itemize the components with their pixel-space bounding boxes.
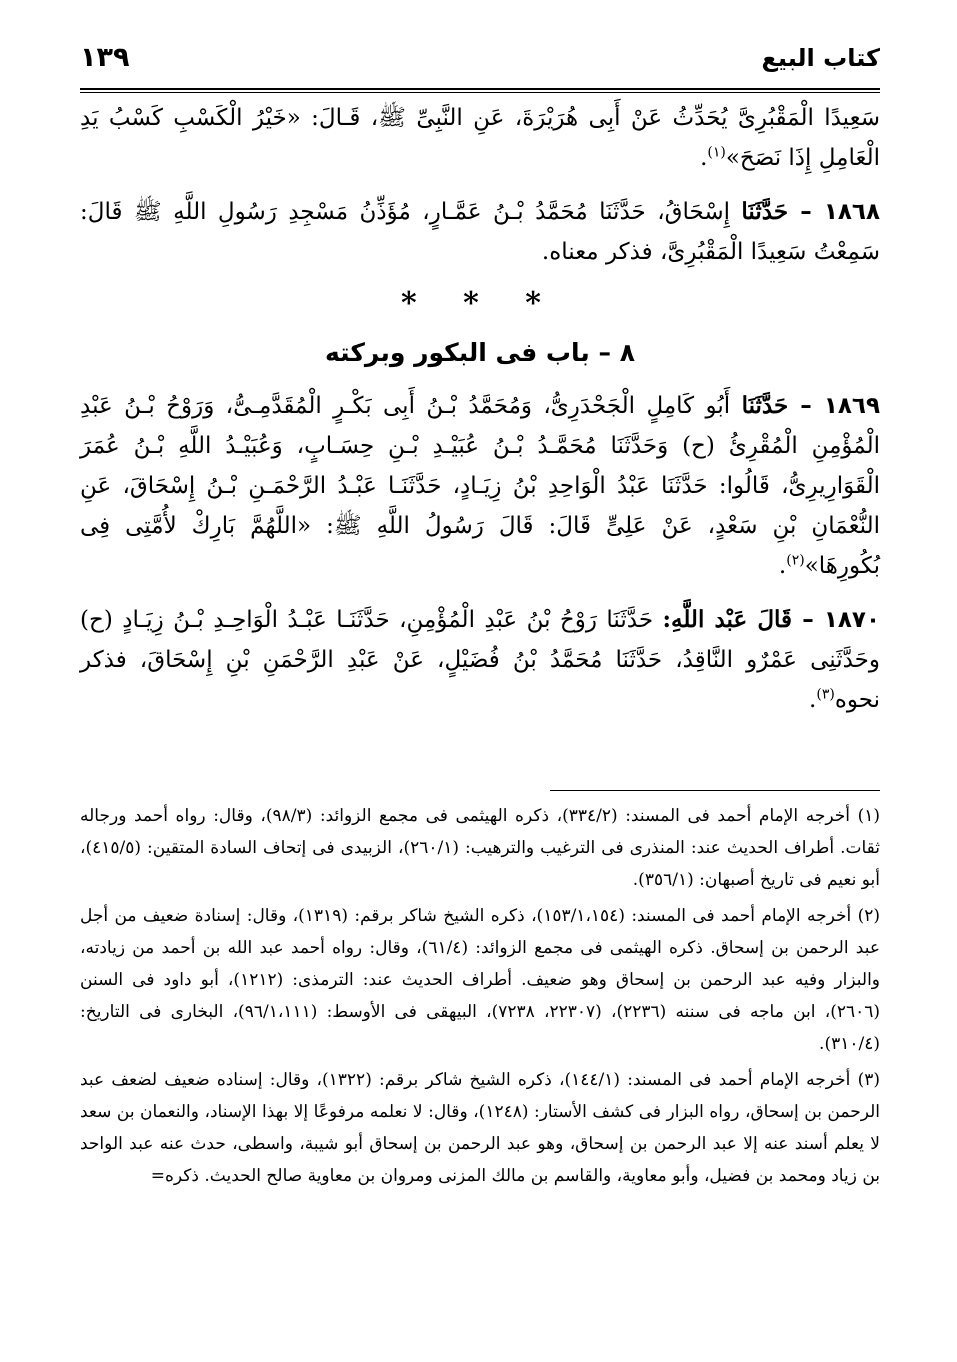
continuation-text: سَعِيدًا الْمَقْبُرِىَّ يُحَدِّثُ عَنْ أَبِى هُرَيْرَةَ، عَنِ النَّبِىِّ ﷺ، قَـالَ: «خَيْرُ الْكَسْبِ كَسْبُ يَدِ الْعَامِلِ إِذَا نَصَحَ» — [80, 105, 880, 171]
main-text — [80, 98, 880, 720]
header-rule-thick — [80, 88, 880, 90]
hadith-1869: ١٨٦٩ – حَدَّثَنَا أَبُو كَامِلٍ الْجَحْدَرِىُّ، وَمُحَمَّدُ بْـنُ أَبِى بَكْـرٍ الْمُقَدَّمِـىُّ، وَرَوْحُ بْـنُ عَبْدِ الْمُؤْمِنِ الْمُقْرِئُ (ح) وَحَدَّثَنَا مُحَمَّـدُ بْـنُ عُبَيْـدِ بْـنِ حِسَـابٍ، وَعُبَيْـدُ اللَّهِ بْـنُ عُمَرَ الْقَوَارِيرِىُّ، قَالُوا: حَدَّثَنَا عَبْدُ الْوَاحِدِ بْنُ زِيَـادٍ، حَدَّثَنَـا عَبْـدُ الرَّحْمَـنِ بْـنُ إِسْحَاقَ، عَنِ النُّعْمَانِ بْنِ سَعْدٍ، عَنْ عَلِىٍّ قَالَ: قَالَ رَسُولُ اللَّهِ ﷺ: «اللَّهُمَّ بَارِكْ لأُمَّتِى فِى بُكُورِهَا»$^{(٢)}$. — [80, 392, 880, 579]
footnote-ref-3: (٣) — [816, 686, 835, 703]
footnote-ref-1: (١) — [707, 144, 726, 161]
footnote-marker: (٣) — [857, 1070, 880, 1090]
header-rule-thin — [80, 92, 880, 93]
narration-lead: حَدَّثَنَا — [741, 392, 789, 419]
hadith-text: إِسْحَاقُ، حَدَّثَنَا مُحَمَّدُ بْـنُ عَمَّـارٍ، مُؤَذِّنُ مَسْجِدِ رَسُولِ اللَّهِ ﷺ قَالَ: سَمِعْتُ سَعِيدًا الْمَقْبُرِىَّ، فذكر معناه. — [80, 199, 880, 265]
hadith-1868 — [80, 192, 880, 272]
section-separator: * * * — [401, 286, 559, 321]
book-page — [80, 36, 880, 1336]
footnote-2 — [80, 900, 880, 1060]
hadith-1870 — [80, 600, 880, 720]
hadith-number: ١٨٧٠ — [823, 607, 880, 633]
footnote-text: أخرجه الإمام أحمد فى المسند: (٣٣٤/٢)، ذكره الهيثمى فى مجمع الزوائد: (٩٨/٣)، وقال: رواه أحمد ورجاله ثقات. أطراف الحديث عند: المنذرى فى الترغيب والترهيب: (٢٦٠/١)، الزبيدى فى إتحاف السادة المتقين: (٤١٥/٥)، أبو نعيم فى تاريخ أصبهان: (٣٥٦/١). — [80, 806, 880, 890]
footnote-1 — [80, 800, 880, 896]
hadith-end: . — [809, 687, 817, 713]
narration-lead: قَالَ عَبْد اللَّهِ: — [662, 606, 793, 633]
running-title: كتاب البيع — [761, 44, 880, 72]
page-number: ١٣٩ — [80, 42, 130, 73]
footnote-text: أخرجه الإمام أحمد فى المسند: (١٥٣/١،١٥٤)، ذكره الشيخ شاكر برقم: (١٣١٩)، وقال: إسنادة ضعيف من أجل عبد الرحمن بن إسحاق. ذكره الهيثمى فى مجمع الزوائد: (٦١/٤)، وقال: رواه أحمد عبد الله بن أحمد من زيادته، والبزار وفيه عبد الرحمن بن إسحاق وهو ضعيف. أطراف الحديث عند: الترمذى: (١٢١٢)، أبو داود فى السنن (٢٦٠٦)، ابن ماجه فى سننه (٢٢٣٦)، (٢٢٣٠٧، ٧٢٣٨)، البيهقى فى الأوسط: (٩٦/١،١١١)، البخارى فى التاريخ: (٣١٠/٤). — [80, 906, 881, 1054]
page-header — [80, 36, 880, 86]
footnote-separator — [550, 790, 880, 791]
footnote-text: أخرجه الإمام أحمد فى المسند: (١٤٤/١)، ذكره الشيخ شاكر برقم: (١٣٢٢)، وقال: إسناده ضعيف لضعف عبد الرحمن بن إسحاق، رواه البزار فى كشف الأستار: (١٢٤٨)، وقال: لا نعلمه مرفوعًا إلا بهذا الإسناد، والنعمان بن سعد لا يعلم أسند عنه إلا عبد الرحمن بن إسحاق، وهو عبد الرحمن بن إسحاق أبو شيبة، واسطى، حدث عنه عبد الواحد بن زياد ومحمد بن فضيل، وأبو معاوية، والقاسم بن مالك المزنى ومروان بن معاوية صالح الحديث. ذكره= — [80, 1070, 880, 1186]
narration-lead: حَدَّثَنَا — [741, 198, 789, 225]
footnote-3 — [80, 1064, 880, 1192]
hadith-text: حَدَّثَنَا رَوْحُ بْنُ عَبْدِ الْمُؤْمِنِ، حَدَّثَنَـا عَبْـدُ الْوَاحِـدِ بْـنُ زِيَـادٍ (ح) وحَدَّثَنِى عَمْرٌو النَّاقِدُ، حَدَّثَنَا مُحَمَّدُ بْنُ فُضَيْلٍ، عَنْ عَبْدِ الرَّحْمَنِ بْنِ إِسْحَاقَ، فذكر نحوه — [80, 607, 880, 713]
continuation-paragraph: سَعِيدًا الْمَقْبُرِىَّ يُحَدِّثُ عَنْ أَبِى هُرَيْرَةَ، عَنِ النَّبِىِّ ﷺ، قَـالَ: «خَيْرُ الْكَسْبِ كَسْبُ يَدِ الْعَامِلِ إِذَا نَصَحَ»$^{(١)}$. — [80, 105, 880, 171]
hadith-number: ١٨٦٩ — [823, 393, 880, 419]
footnote-marker: (١) — [857, 806, 880, 826]
hadith-dash: – — [788, 199, 824, 225]
hadith-number: ١٨٦٨ — [823, 199, 880, 225]
footnote-ref-2: (٢) — [786, 552, 805, 569]
hadith-text: أَبُو كَامِلٍ الْجَحْدَرِىُّ، وَمُحَمَّدُ بْـنُ أَبِى بَكْـرٍ الْمُقَدَّمِـىُّ، وَرَوْحُ بْـنُ عَبْدِ الْمُؤْمِنِ الْمُقْرِئُ (ح) وَحَدَّثَنَا مُحَمَّـدُ بْـنُ عُبَيْـدِ بْـنِ حِسَـابٍ، وَعُبَيْـدُ اللَّهِ بْـنُ عُمَرَ الْقَوَارِيرِىُّ، قَالُوا: حَدَّثَنَا عَبْدُ الْوَاحِدِ بْنُ زِيَـادٍ، حَدَّثَنَـا عَبْـدُ الرَّحْمَـنِ بْـنُ إِسْحَاقَ، عَنِ النُّعْمَانِ بْنِ سَعْدٍ، عَنْ عَلِىٍّ قَالَ: قَالَ رَسُولُ اللَّهِ ﷺ: «اللَّهُمَّ بَارِكْ لأُمَّتِى فِى بُكُورِهَا» — [80, 393, 880, 579]
hadith-dash: – — [788, 393, 824, 419]
footnotes — [80, 800, 880, 1196]
hadith-dash: – — [792, 607, 824, 633]
footnote-marker: (٢) — [857, 906, 880, 926]
chapter-title: ٨ – باب فى البكور وبركته — [325, 338, 635, 367]
